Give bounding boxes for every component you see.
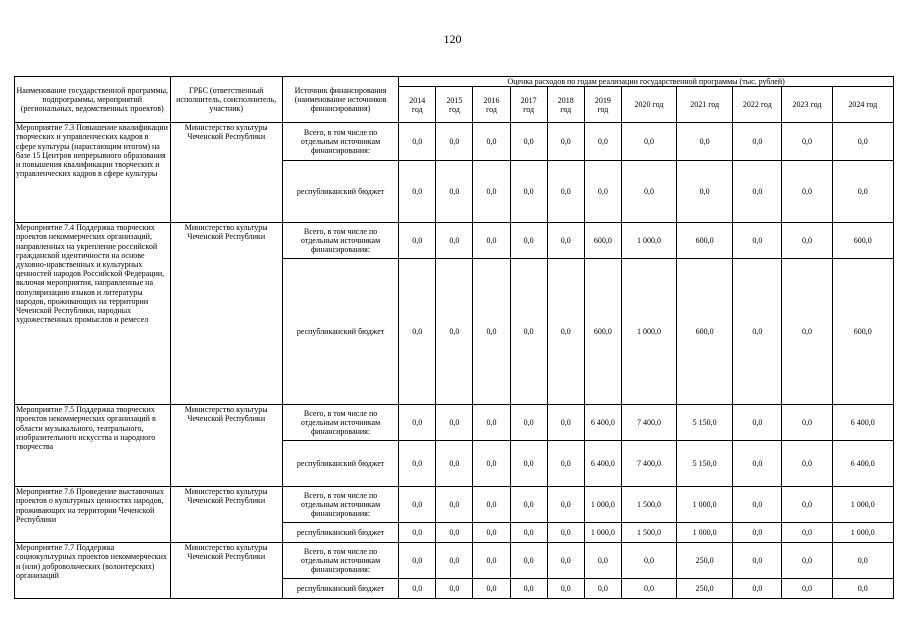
table-row [15,487,894,523]
amount-cell: 0,0 [832,543,893,579]
header-source: Источник финансирования (наименование источников финансирования) [282,77,398,123]
activity-name: Мероприятие 7.3 Повышение квалификации творческих и управленческих кадров в сфере культуры (нарастающим итогом) на базе 15 Центров непрерывного образования и повышения квалификации творческих и управленческих кадров в сфере культуры [15,123,171,223]
amount-cell: 0,0 [510,487,547,523]
amount-cell: 0,0 [473,123,510,161]
header-year-2022: 2022 год [733,87,782,123]
amount-cell: 600,0 [677,259,733,405]
header-name: Наименование государственной программы, подпрограммы, мероприятий (региональных, ведомственных проектов) [15,77,171,123]
header-grbs: ГРБС (ответственный исполнитель, соисполнитель, участник) [170,77,282,123]
amount-cell: 6 400,0 [584,441,621,487]
amount-cell: 0,0 [547,161,584,223]
amount-cell: 0,0 [733,405,782,441]
activity-name: Мероприятие 7.6 Проведение выставочных проектов о культурных ценностях народов, проживающих на территории Чеченской Республики [15,487,171,543]
header-estimate: Оценка расходов по годам реализации государственной программы (тыс. рублей) [399,77,894,87]
amount-cell: 7 400,0 [621,441,676,487]
budget-table [14,76,894,599]
amount-cell: 0,0 [782,579,832,599]
amount-cell: 0,0 [733,223,782,259]
funding-source-cell: Всего, в том числе по отдельным источникам финансирования: [282,405,398,441]
amount-cell: 0,0 [677,161,733,223]
table-row [15,405,894,441]
amount-cell: 0,0 [436,487,473,523]
header-year-2018: 2018 год [547,87,584,123]
amount-cell: 0,0 [782,543,832,579]
table-row [15,123,894,161]
amount-cell: 600,0 [584,223,621,259]
amount-cell: 0,0 [733,579,782,599]
amount-cell: 0,0 [510,543,547,579]
amount-cell: 0,0 [473,405,510,441]
table-row [15,223,894,259]
amount-cell: 0,0 [399,523,436,543]
activity-name: Мероприятие 7.7 Поддержка социокультурных проектов некоммерческих и (или) добровольческих (волонтерских) организаций [15,543,171,599]
amount-cell: 0,0 [782,523,832,543]
amount-cell: 0,0 [547,579,584,599]
amount-cell: 0,0 [436,523,473,543]
amount-cell: 0,0 [547,405,584,441]
amount-cell: 0,0 [473,441,510,487]
amount-cell: 1 500,0 [621,523,676,543]
amount-cell: 0,0 [547,223,584,259]
amount-cell: 0,0 [510,523,547,543]
amount-cell: 0,0 [782,223,832,259]
amount-cell: 1 000,0 [832,523,893,543]
amount-cell: 0,0 [436,123,473,161]
amount-cell: 0,0 [677,123,733,161]
amount-cell: 600,0 [584,259,621,405]
amount-cell: 1 000,0 [832,487,893,523]
amount-cell: 0,0 [473,523,510,543]
amount-cell: 0,0 [473,223,510,259]
amount-cell: 0,0 [621,123,676,161]
amount-cell: 0,0 [733,543,782,579]
amount-cell: 0,0 [733,123,782,161]
amount-cell: 0,0 [621,161,676,223]
amount-cell: 0,0 [510,405,547,441]
amount-cell: 0,0 [547,523,584,543]
amount-cell: 1 000,0 [677,487,733,523]
amount-cell: 0,0 [399,441,436,487]
amount-cell: 5 150,0 [677,441,733,487]
grbs-cell: Министерство культуры Чеченской Республики [170,223,282,405]
amount-cell: 0,0 [436,223,473,259]
amount-cell: 0,0 [832,161,893,223]
amount-cell: 0,0 [782,259,832,405]
amount-cell: 0,0 [473,161,510,223]
amount-cell: 1 000,0 [584,487,621,523]
amount-cell: 0,0 [832,123,893,161]
amount-cell: 0,0 [782,161,832,223]
amount-cell: 0,0 [510,161,547,223]
amount-cell: 5 150,0 [677,405,733,441]
funding-source-cell: Всего, в том числе по отдельным источникам финансирования: [282,223,398,259]
amount-cell: 0,0 [832,579,893,599]
header-year-2016: 2016 год [473,87,510,123]
table-header [15,77,894,123]
amount-cell: 0,0 [782,123,832,161]
amount-cell: 0,0 [473,579,510,599]
amount-cell: 6 400,0 [584,405,621,441]
header-year-2019: 2019 год [584,87,621,123]
amount-cell: 0,0 [782,441,832,487]
amount-cell: 0,0 [399,161,436,223]
amount-cell: 0,0 [436,579,473,599]
amount-cell: 0,0 [510,579,547,599]
funding-source-cell: республиканский бюджет [282,441,398,487]
amount-cell: 6 400,0 [832,441,893,487]
amount-cell: 600,0 [832,259,893,405]
amount-cell: 600,0 [832,223,893,259]
header-year-2020: 2020 год [621,87,676,123]
amount-cell: 0,0 [621,579,676,599]
amount-cell: 0,0 [547,543,584,579]
amount-cell: 0,0 [733,441,782,487]
amount-cell: 0,0 [584,543,621,579]
amount-cell: 0,0 [547,441,584,487]
activity-name: Мероприятие 7.5 Поддержка творческих проектов некоммерческих организаций в области музыкального, театрального, изобразительного искусства и народного творчества [15,405,171,487]
table-body [15,123,894,599]
amount-cell: 250,0 [677,543,733,579]
amount-cell: 0,0 [436,259,473,405]
grbs-cell: Министерство культуры Чеченской Республики [170,487,282,543]
amount-cell: 1 500,0 [621,487,676,523]
amount-cell: 0,0 [782,487,832,523]
funding-source-cell: Всего, в том числе по отдельным источникам финансирования: [282,543,398,579]
funding-source-cell: Всего, в том числе по отдельным источникам финансирования: [282,487,398,523]
amount-cell: 0,0 [782,405,832,441]
amount-cell: 0,0 [547,123,584,161]
amount-cell: 0,0 [399,543,436,579]
funding-source-cell: республиканский бюджет [282,161,398,223]
table-row [15,543,894,579]
amount-cell: 1 000,0 [621,259,676,405]
amount-cell: 0,0 [436,405,473,441]
header-year-2021: 2021 год [677,87,733,123]
amount-cell: 1 000,0 [677,523,733,543]
amount-cell: 0,0 [399,223,436,259]
header-year-2014: 2014 год [399,87,436,123]
header-year-2024: 2024 год [832,87,893,123]
header-year-2015: 2015 год [436,87,473,123]
amount-cell: 0,0 [733,161,782,223]
grbs-cell: Министерство культуры Чеченской Республики [170,405,282,487]
amount-cell: 0,0 [399,405,436,441]
amount-cell: 0,0 [584,161,621,223]
amount-cell: 0,0 [399,123,436,161]
amount-cell: 0,0 [547,259,584,405]
amount-cell: 0,0 [547,487,584,523]
header-year-2023: 2023 год [782,87,832,123]
amount-cell: 6 400,0 [832,405,893,441]
amount-cell: 0,0 [510,259,547,405]
funding-source-cell: республиканский бюджет [282,579,398,599]
amount-cell: 1 000,0 [584,523,621,543]
amount-cell: 0,0 [733,523,782,543]
activity-name: Мероприятие 7.4 Поддержка творческих проектов некоммерческих организаций, направленных на укрепление российской гражданской идентичности на основе духовно-нравственных и культурных ценностей народов Российской Федерации, включая мероприятия, направленные на популяризацию языков и литературы народов, проживающих на территории Чеченской Республики, народных художественных промыслов и ремесел [15,223,171,405]
amount-cell: 1 000,0 [621,223,676,259]
amount-cell: 7 400,0 [621,405,676,441]
amount-cell: 0,0 [510,223,547,259]
amount-cell: 0,0 [621,543,676,579]
amount-cell: 0,0 [399,487,436,523]
amount-cell: 600,0 [677,223,733,259]
amount-cell: 0,0 [436,161,473,223]
grbs-cell: Министерство культуры Чеченской Республики [170,123,282,223]
grbs-cell: Министерство культуры Чеченской Республики [170,543,282,599]
funding-source-cell: Всего, в том числе по отдельным источникам финансирования: [282,123,398,161]
page-number: 120 [443,32,462,46]
amount-cell: 0,0 [510,123,547,161]
amount-cell: 250,0 [677,579,733,599]
amount-cell: 0,0 [399,579,436,599]
funding-source-cell: республиканский бюджет [282,523,398,543]
amount-cell: 0,0 [510,441,547,487]
amount-cell: 0,0 [584,579,621,599]
amount-cell: 0,0 [473,543,510,579]
amount-cell: 0,0 [584,123,621,161]
amount-cell: 0,0 [473,487,510,523]
amount-cell: 0,0 [436,441,473,487]
amount-cell: 0,0 [436,543,473,579]
amount-cell: 0,0 [399,259,436,405]
funding-source-cell: республиканский бюджет [282,259,398,405]
amount-cell: 0,0 [473,259,510,405]
header-year-2017: 2017 год [510,87,547,123]
amount-cell: 0,0 [733,487,782,523]
amount-cell: 0,0 [733,259,782,405]
